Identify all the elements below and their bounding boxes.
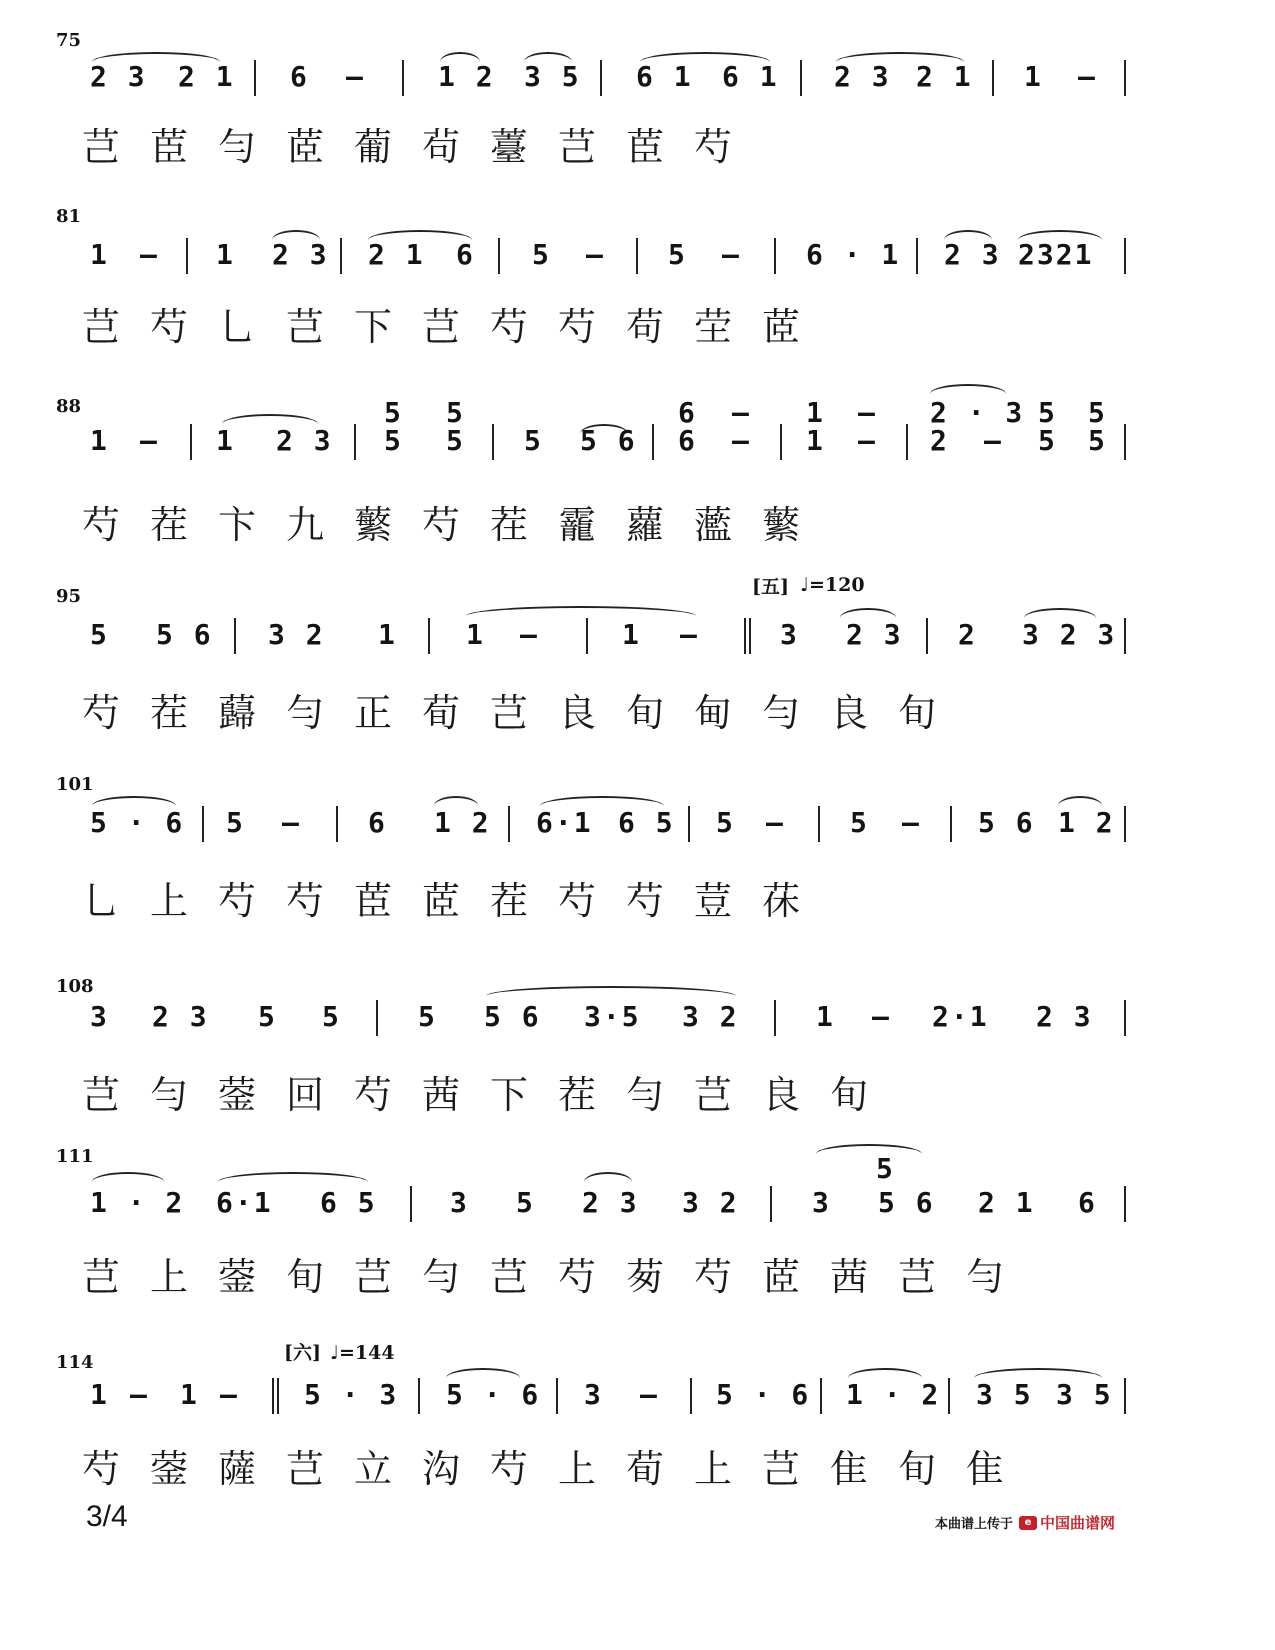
note: 5 — [524, 424, 543, 457]
note: 3 — [450, 1186, 469, 1219]
note-group: 2 3 — [90, 60, 147, 93]
note: 5 — [1088, 424, 1107, 457]
dash: — — [640, 1378, 659, 1411]
barline — [688, 806, 690, 842]
upper-note: 6 — [678, 396, 697, 429]
note-group: 2 3 — [1036, 1000, 1093, 1033]
note-group: 6 · 1 — [806, 238, 901, 271]
barline — [916, 238, 918, 274]
upper-note: 5 — [1088, 396, 1107, 429]
barline — [340, 238, 342, 274]
upper-note: 1 — [806, 396, 825, 429]
notation-line — [0, 1176, 1275, 1236]
note-group: 3·5 — [584, 1000, 641, 1033]
slur — [466, 606, 696, 626]
note: 5 — [668, 238, 687, 271]
note: 1 — [466, 618, 485, 651]
note: 3 — [584, 1378, 603, 1411]
upper-note-group: 2 · 3 — [930, 396, 1025, 429]
barline — [652, 424, 654, 460]
dash: — — [858, 424, 877, 457]
dash: — — [722, 238, 741, 271]
barline — [774, 238, 776, 274]
barline — [418, 1378, 420, 1414]
note-group: 5 6 — [156, 618, 213, 651]
barline — [1124, 1378, 1126, 1414]
section-label: [五] — [752, 576, 789, 598]
barline — [586, 618, 588, 654]
note-group: 2 1 — [978, 1186, 1035, 1219]
note-group: 6 1 — [722, 60, 779, 93]
note: 3 — [90, 1000, 109, 1033]
dash: — — [586, 238, 605, 271]
note-group: 5 6 — [484, 1000, 541, 1033]
barline — [428, 618, 430, 654]
note: 6 — [368, 806, 387, 839]
note-group: 1 2 — [1058, 806, 1115, 839]
note: 5 — [1038, 424, 1057, 457]
measure-number: 111 — [56, 1146, 94, 1167]
note: 6 — [678, 424, 697, 457]
note-group: 5 · 6 — [446, 1378, 541, 1411]
barline — [1124, 238, 1126, 274]
tempo-marking: ♩=120 — [800, 574, 865, 596]
note-group: 3 5 — [976, 1378, 1033, 1411]
note: 5 — [384, 424, 403, 457]
double-barline — [744, 618, 746, 654]
note: 5 — [418, 1000, 437, 1033]
note: 5 — [322, 1000, 341, 1033]
barline — [992, 60, 994, 96]
note: 2 — [930, 424, 949, 457]
note-group: 3 2 — [268, 618, 325, 651]
dash: — — [732, 424, 751, 457]
note: 1 — [622, 618, 641, 651]
notation-line — [0, 226, 1275, 286]
barline — [1124, 1000, 1126, 1036]
note: 1 — [378, 618, 397, 651]
barline — [556, 1378, 558, 1414]
measure-number: 114 — [56, 1352, 94, 1373]
measure-number: 88 — [56, 396, 82, 417]
notation-line — [0, 606, 1275, 666]
upload-text: 本曲谱上传于 — [935, 1517, 1014, 1532]
note: 5 — [850, 806, 869, 839]
note-group: 2 3 — [272, 238, 329, 271]
note-group: 2 3 — [846, 618, 903, 651]
slur — [816, 1144, 922, 1164]
note-group: 3 2 3 — [1022, 618, 1117, 651]
double-barline — [272, 1378, 274, 1414]
barline — [190, 424, 192, 460]
note-group: 6·1 — [216, 1186, 273, 1219]
upper-note: 5 — [1038, 396, 1057, 429]
logo-text: 中国曲谱网 — [1040, 1514, 1116, 1532]
note: 5 — [258, 1000, 277, 1033]
note: 3 — [812, 1186, 831, 1219]
barline — [770, 1186, 772, 1222]
jianzipu-tablature: 芍茬蘬勻正荀芑良旬甸勻良旬 — [82, 691, 967, 735]
jianzipu-tablature: 芍蓥薩芑立沟芍上荀上芑隹旬隹 — [82, 1447, 1035, 1491]
footer-credit — [935, 1512, 1115, 1533]
barline — [254, 60, 256, 96]
jianzipu-tablature: 芑茞勻茝葡茍薹芑茞芍 — [82, 125, 763, 169]
note-group: 2 1 — [368, 238, 425, 271]
notation-line — [0, 424, 1275, 484]
page-number: 3/4 — [86, 1500, 128, 1533]
note-group: 2 3 — [152, 1000, 209, 1033]
note: 1 — [180, 1378, 199, 1411]
note: 1 — [216, 424, 235, 457]
barline — [636, 238, 638, 274]
barline — [600, 60, 602, 96]
barline — [1124, 806, 1126, 842]
note-group: 6 5 — [618, 806, 675, 839]
barline — [774, 1000, 776, 1036]
barline — [1124, 60, 1126, 96]
note-group: 3 2 — [682, 1000, 739, 1033]
barline — [1124, 1186, 1126, 1222]
measure-number: 108 — [56, 976, 94, 997]
barline — [492, 424, 494, 460]
note-group: 3 2 — [682, 1186, 739, 1219]
barline — [690, 1378, 692, 1414]
barline — [800, 60, 802, 96]
note-group: 5 · 6 — [90, 806, 185, 839]
barline — [926, 618, 928, 654]
note-group: 2·1 — [932, 1000, 989, 1033]
note: 5 — [716, 806, 735, 839]
notation-line — [0, 794, 1275, 854]
upper-note: 5 — [384, 396, 403, 429]
barline — [186, 238, 188, 274]
note-group: 2 1 — [916, 60, 973, 93]
logo-mark-icon: e — [1019, 1516, 1037, 1530]
note-group: 1 · 2 — [90, 1186, 185, 1219]
note: 1 — [90, 238, 109, 271]
note: 6 — [290, 60, 309, 93]
barline — [376, 1000, 378, 1036]
note-group: 2 3 — [276, 424, 333, 457]
note: 5 — [516, 1186, 535, 1219]
note-group: 6 5 — [320, 1186, 377, 1219]
note-group: 5 · 3 — [304, 1378, 399, 1411]
barline — [818, 806, 820, 842]
dash: — — [282, 806, 301, 839]
note: 2 — [958, 618, 977, 651]
note-group: 6·1 — [536, 806, 593, 839]
note-group: 2 3 — [582, 1186, 639, 1219]
notation-line — [0, 986, 1275, 1046]
barline — [336, 806, 338, 842]
note-group: 2 3 — [834, 60, 891, 93]
note: 5 — [226, 806, 245, 839]
note-group: 3 5 — [524, 60, 581, 93]
dash: — — [1078, 60, 1097, 93]
upper-dash: — — [732, 396, 751, 429]
note: 1 — [90, 424, 109, 457]
dash: — — [520, 618, 539, 651]
barline — [498, 238, 500, 274]
jianzipu-tablature: 芑勻蓥回芍茜下茬勻芑良旬 — [82, 1073, 899, 1117]
dash: — — [130, 1378, 149, 1411]
note-group: 3 5 — [1056, 1378, 1113, 1411]
note: 1 — [216, 238, 235, 271]
note-group: 5 · 6 — [716, 1378, 811, 1411]
barline — [1124, 424, 1126, 460]
upper-note: 5 — [446, 396, 465, 429]
note: 3 — [780, 618, 799, 651]
measure-number: 101 — [56, 774, 94, 795]
jianzipu-tablature: 乚上芍芍茞茝茬芍芍荳茠 — [82, 879, 831, 923]
dash: — — [872, 1000, 891, 1033]
barline — [950, 806, 952, 842]
barline — [202, 806, 204, 842]
note-group: 5 6 — [878, 1186, 935, 1219]
notation-line — [0, 1366, 1275, 1426]
measure-number: 75 — [56, 30, 82, 51]
note: 1 — [816, 1000, 835, 1033]
upper-dash: — — [858, 396, 877, 429]
barline — [234, 618, 236, 654]
note-group: 2 1 — [178, 60, 235, 93]
notation-line — [0, 50, 1275, 110]
barline — [780, 424, 782, 460]
note: 5 — [90, 618, 109, 651]
dash: — — [220, 1378, 239, 1411]
note: 5 — [446, 424, 465, 457]
note-group: 1 2 — [438, 60, 495, 93]
measure-number: 95 — [56, 586, 82, 607]
note: 6 — [456, 238, 475, 271]
note-group: 2 3 — [944, 238, 1001, 271]
barline — [906, 424, 908, 460]
section-label: [六] — [284, 1342, 321, 1364]
note: 1 — [90, 1378, 109, 1411]
jianzipu-tablature: 芑芍乚芑下芑芍芍苟茔茝 — [82, 305, 831, 349]
dash: — — [766, 806, 785, 839]
upper-note: 5 — [876, 1152, 895, 1185]
note-group: 1 2 — [434, 806, 491, 839]
note-group: 5 6 — [978, 806, 1035, 839]
tempo-marking: ♩=144 — [330, 1342, 395, 1364]
barline — [948, 1378, 950, 1414]
barline — [1124, 618, 1126, 654]
dash: — — [346, 60, 365, 93]
measure-number: 81 — [56, 206, 82, 227]
dash: — — [140, 424, 159, 457]
note-group: 1 · 2 — [846, 1378, 941, 1411]
barline — [410, 1186, 412, 1222]
jianzipu-tablature: 芍茬卞九蘩芍茬靇蘿蘫蘩 — [82, 503, 831, 547]
jianzipu-tablature: 芑上蓥旬芑勻芑芍茐芍茝茜芑勻 — [82, 1255, 1035, 1299]
dash: — — [680, 618, 699, 651]
dash: — — [984, 424, 1003, 457]
note: 5 — [532, 238, 551, 271]
note-group: 2321 — [1018, 238, 1094, 271]
note-group: 5 6 — [580, 424, 637, 457]
barline — [820, 1378, 822, 1414]
site-logo[interactable] — [1019, 1512, 1115, 1533]
barline — [508, 806, 510, 842]
dash: — — [140, 238, 159, 271]
note: 6 — [1078, 1186, 1097, 1219]
note: 1 — [1024, 60, 1043, 93]
barline — [354, 424, 356, 460]
dash: — — [902, 806, 921, 839]
note: 1 — [806, 424, 825, 457]
barline — [402, 60, 404, 96]
note-group: 6 1 — [636, 60, 693, 93]
